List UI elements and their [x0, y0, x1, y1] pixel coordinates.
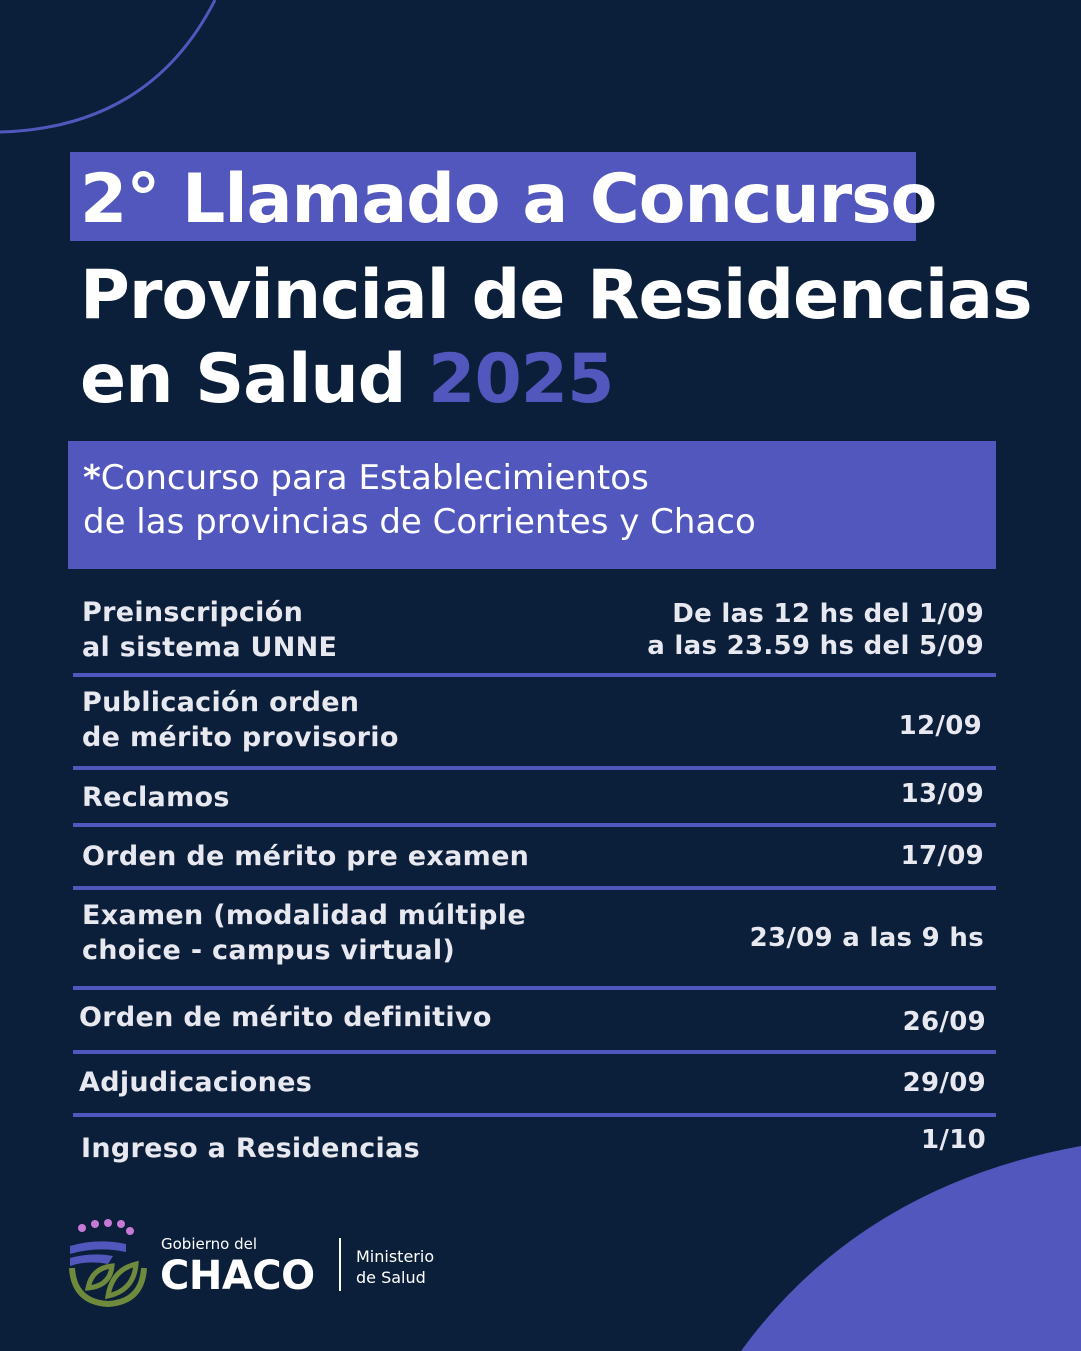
subtitle-text — [83, 456, 756, 544]
row-divider — [73, 766, 996, 770]
chaco-logo-icon — [68, 1218, 148, 1308]
subtitle-line-2: de las provincias de Corrientes y Chaco — [83, 502, 756, 542]
row-divider — [73, 1050, 996, 1054]
schedule-value-reclamos: 13/09 — [900, 779, 984, 809]
schedule-value-orden-pre-examen: 17/09 — [900, 841, 984, 871]
schedule-value-examen: 23/09 a las 9 hs — [749, 923, 984, 953]
gobierno-label: Gobierno del — [161, 1235, 257, 1253]
row-divider — [73, 673, 996, 677]
schedule-value-publicacion: 12/09 — [898, 711, 982, 741]
title-year: 2025 — [428, 340, 614, 419]
corner-decoration — [741, 1146, 1081, 1351]
row-divider — [73, 823, 996, 827]
footer-divider — [339, 1238, 341, 1291]
schedule-label-examen: Examen (modalidad múltiple choice - campus virtual) — [82, 900, 526, 966]
ministerio-label: Ministerio de Salud — [356, 1247, 435, 1287]
row-divider — [73, 886, 996, 890]
schedule-value-ingreso: 1/10 — [921, 1125, 986, 1155]
title-line-3-text: en Salud — [80, 340, 429, 419]
schedule-label-orden-definitivo: Orden de mérito definitivo — [79, 1002, 492, 1033]
asterisk-icon: * — [83, 458, 101, 498]
decorative-arc — [0, 0, 230, 140]
row-divider — [73, 986, 996, 990]
title-line-1: 2° Llamado a Concurso — [80, 160, 937, 239]
schedule-value-adjudicaciones: 29/09 — [902, 1068, 986, 1098]
schedule-label-reclamos: Reclamos — [82, 782, 230, 813]
subtitle-line-1: Concurso para Establecimientos — [100, 458, 649, 498]
schedule-value-orden-definitivo: 26/09 — [902, 1007, 986, 1037]
schedule-label-preinscripcion: Preinscripción al sistema UNNE — [82, 597, 338, 663]
schedule-value-preinscripcion: De las 12 hs del 1/09 a las 23.59 hs del 5/09 — [647, 599, 984, 661]
schedule-label-adjudicaciones: Adjudicaciones — [79, 1067, 313, 1098]
chaco-wordmark: CHACO — [160, 1253, 315, 1299]
title-line-3 — [80, 340, 614, 419]
schedule-label-ingreso: Ingreso a Residencias — [81, 1133, 421, 1164]
schedule-label-orden-pre-examen: Orden de mérito pre examen — [82, 841, 530, 872]
title-line-2: Provincial de Residencias — [80, 256, 1032, 335]
row-divider — [73, 1113, 996, 1117]
schedule-label-publicacion: Publicación orden de mérito provisorio — [82, 687, 399, 753]
